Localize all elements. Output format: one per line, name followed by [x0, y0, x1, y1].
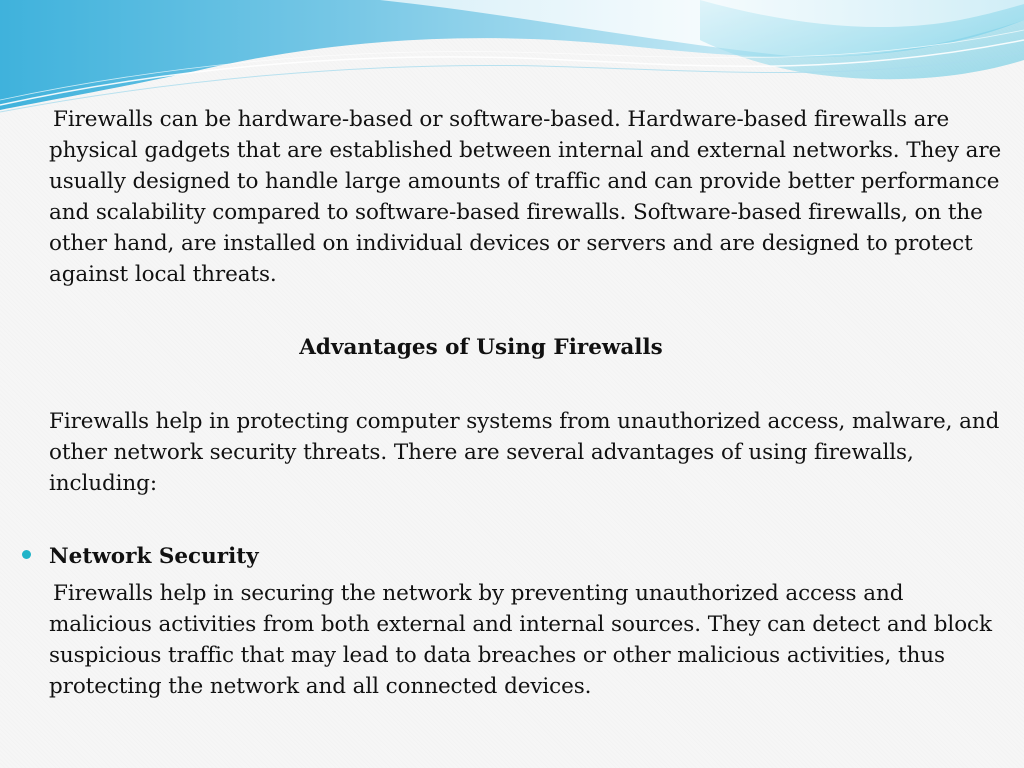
section-heading: Advantages of Using Firewalls [299, 335, 663, 360]
bullet-title: Network Security [49, 544, 259, 569]
bullet-dot-icon [22, 550, 31, 559]
paragraph-network-security: Firewalls help in securing the network by preventing unauthorized access and malicious activities from both external and internal sources. They can detect and block suspicious traffic that may lead to data breaches or other malicious activities, thus protecting the network and all connected devices. [49, 581, 992, 699]
paragraph-advantages-intro: Firewalls help in protecting computer systems from unauthorized access, malware, and other network security threats. There are several advantages of using firewalls, including: [49, 409, 1000, 496]
bullet-network-security [20, 541, 620, 572]
paragraph-hardware-software: Firewalls can be hardware-based or software-based. Hardware-based firewalls are physical gadgets that are established between internal and external networks. They are usually designed to handle large amounts of traffic and can provide better performance and scalability compared to software-based firewalls. Software-based firewalls, on the other hand, are installed on individual devices or servers and are designed to protect against local threats. [49, 107, 1002, 287]
